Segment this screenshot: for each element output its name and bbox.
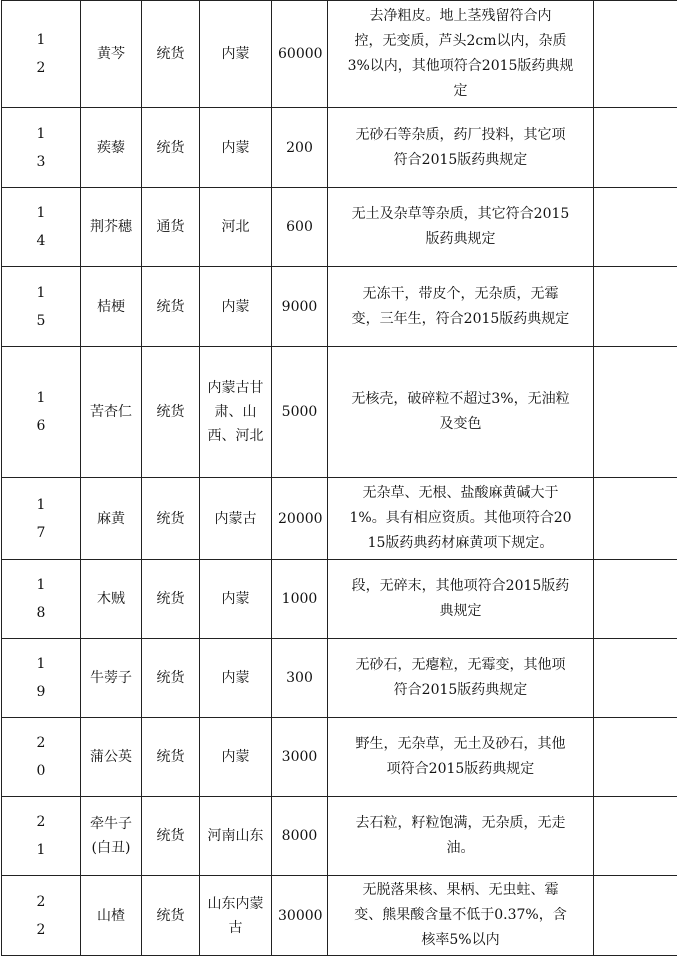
requirement-line: 无砂石，无瘪粒，无霉变，其他项 (355, 657, 566, 673)
row-number-tens: 1 (36, 205, 46, 221)
herb-name-cell: 牵牛子(白丑) (81, 797, 142, 876)
origin-cell: 内蒙古 (200, 478, 272, 560)
requirement-line: 去石粒，籽粒饱满，无杂质，无走 (355, 815, 566, 831)
row-number-units: 7 (36, 524, 46, 541)
remarks-cell (594, 797, 677, 876)
requirement-line: 及变色 (439, 416, 482, 432)
requirement-cell (328, 639, 594, 718)
grade-cell: 统货 (142, 876, 200, 956)
requirement-line: 符合2015版药典规定 (393, 151, 528, 168)
requirement-line: 控，无变质，芦头2cm以内，杂质 (354, 33, 567, 49)
quantity-cell: 30000 (272, 876, 328, 956)
row-number-tens: 1 (36, 496, 46, 513)
grade-cell: 统货 (142, 478, 200, 560)
grade-cell: 统货 (142, 718, 200, 797)
row-number-units: 8 (36, 605, 46, 621)
grade-cell: 统货 (142, 1, 200, 108)
table-row (2, 108, 677, 188)
quantity-cell: 3000 (272, 718, 328, 797)
quantity-cell: 200 (272, 108, 328, 188)
row-number-units: 1 (36, 842, 46, 858)
requirement-line: 去净粗皮。地上茎残留符合内 (369, 8, 552, 24)
remarks-cell (594, 560, 677, 639)
requirement-cell (328, 347, 594, 478)
herb-name-cell: 黄芩 (81, 1, 142, 108)
origin-cell: 河南山东 (200, 797, 272, 876)
requirement-line: 无杂草、无根、盐酸麻黄碱大于 (362, 485, 559, 501)
remarks-cell (594, 347, 677, 478)
requirement-line: 版药典规定 (425, 231, 496, 247)
quantity-cell: 300 (272, 639, 328, 718)
remarks-cell (594, 876, 677, 956)
requirement-line: 无砂石等杂质，药厂投料，其它项 (355, 126, 566, 143)
herb-name-cell: 桔梗 (81, 267, 142, 347)
quantity-cell: 9000 (272, 267, 328, 347)
table-row (2, 267, 677, 347)
row-number-cell (2, 267, 81, 347)
table-row (2, 718, 677, 797)
quantity-cell: 20000 (272, 478, 328, 560)
row-number-tens: 1 (36, 32, 46, 48)
remarks-cell (594, 1, 677, 108)
row-number-cell (2, 347, 81, 478)
requirement-line: 定 (453, 83, 468, 99)
row-number-cell (2, 560, 81, 639)
row-number-cell (2, 478, 81, 560)
origin-cell: 内蒙 (200, 639, 272, 718)
requirement-line: 无脱落果核、果柄、无虫蛀、霉 (362, 882, 559, 898)
requirement-line: 无核壳，破碎粒不超过3%，无油粒 (351, 391, 570, 407)
requirement-line: 符合2015版药典规定 (393, 682, 528, 698)
row-number-tens: 1 (36, 284, 46, 301)
row-number-units: 2 (36, 60, 46, 76)
herb-requirements-table (1, 0, 677, 956)
grade-cell: 统货 (142, 560, 200, 639)
row-number-cell (2, 639, 81, 718)
quantity-cell: 5000 (272, 347, 328, 478)
herb-name-cell: 山楂 (81, 876, 142, 956)
row-number-units: 9 (36, 684, 46, 700)
table-row (2, 876, 677, 956)
remarks-cell (594, 478, 677, 560)
requirement-line: 段，无碎末，其他项符合2015版药 (351, 578, 570, 594)
origin-cell: 内蒙古甘肃、山西、河北 (200, 347, 272, 478)
row-number-cell (2, 718, 81, 797)
requirement-line: 无土及杂草等杂质，其它符合2015 (351, 206, 570, 222)
requirement-cell (328, 108, 594, 188)
row-number-units: 4 (36, 233, 46, 249)
grade-cell: 统货 (142, 108, 200, 188)
row-number-units: 6 (36, 418, 46, 434)
grade-cell: 统货 (142, 347, 200, 478)
row-number-units: 0 (36, 763, 46, 779)
grade-cell: 通货 (142, 188, 200, 267)
table-row (2, 478, 677, 560)
table-row (2, 1, 677, 108)
table-row (2, 560, 677, 639)
requirement-line: 变、熊果酸含量不低于0.37%，含 (354, 907, 567, 923)
remarks-cell (594, 188, 677, 267)
remarks-cell (594, 639, 677, 718)
quantity-cell: 60000 (272, 1, 328, 108)
remarks-cell (594, 108, 677, 188)
requirement-line: 3%以内，其他项符合2015版药典规 (347, 58, 574, 74)
table-row (2, 797, 677, 876)
row-number-cell (2, 108, 81, 188)
origin-cell: 内蒙 (200, 560, 272, 639)
requirement-line: 1%。具有相应资质。其他项符合20 (349, 510, 572, 526)
row-number-tens: 1 (36, 656, 46, 672)
requirement-cell (328, 188, 594, 267)
origin-cell: 内蒙 (200, 108, 272, 188)
origin-cell: 内蒙 (200, 267, 272, 347)
remarks-cell (594, 267, 677, 347)
table-row (2, 639, 677, 718)
requirement-line: 15版药典药材麻黄项下规定。 (367, 535, 554, 551)
requirement-cell (328, 1, 594, 108)
requirement-line: 野生，无杂草，无土及砂石，其他 (355, 736, 566, 752)
quantity-cell: 600 (272, 188, 328, 267)
remarks-cell (594, 718, 677, 797)
row-number-units: 3 (36, 153, 46, 170)
origin-cell: 山东内蒙古 (200, 876, 272, 956)
requirement-cell (328, 560, 594, 639)
row-number-tens: 2 (36, 893, 46, 910)
row-number-cell (2, 876, 81, 956)
row-number-cell (2, 188, 81, 267)
requirement-cell (328, 478, 594, 560)
requirement-line: 典规定 (439, 603, 482, 619)
row-number-tens: 1 (36, 125, 46, 142)
herb-name-cell: 苦杏仁 (81, 347, 142, 478)
requirement-line: 无冻干，带皮个，无杂质，无霉 (362, 285, 559, 302)
origin-cell: 内蒙 (200, 1, 272, 108)
quantity-cell: 1000 (272, 560, 328, 639)
row-number-tens: 2 (36, 814, 46, 830)
quantity-cell: 8000 (272, 797, 328, 876)
table-row (2, 347, 677, 478)
row-number-cell (2, 797, 81, 876)
herb-name-cell: 蒲公英 (81, 718, 142, 797)
requirement-cell (328, 797, 594, 876)
herb-name-cell: 牛蒡子 (81, 639, 142, 718)
row-number-tens: 1 (36, 577, 46, 593)
grade-cell: 统货 (142, 639, 200, 718)
row-number-units: 2 (36, 921, 46, 938)
requirement-line: 变，三年生，符合2015版药典规定 (351, 310, 570, 327)
grade-cell: 统货 (142, 267, 200, 347)
herb-name-cell: 木贼 (81, 560, 142, 639)
grade-cell: 统货 (142, 797, 200, 876)
requirement-line: 油。 (446, 840, 475, 856)
row-number-cell (2, 1, 81, 108)
herb-name-cell: 蒺藜 (81, 108, 142, 188)
herb-name-cell: 麻黄 (81, 478, 142, 560)
row-number-tens: 2 (36, 735, 46, 751)
row-number-tens: 1 (36, 390, 46, 406)
row-number-units: 5 (36, 312, 46, 329)
requirement-line: 项符合2015版药典规定 (386, 761, 535, 777)
requirement-cell (328, 718, 594, 797)
requirement-line: 核率5%以内 (421, 932, 500, 948)
origin-cell: 内蒙 (200, 718, 272, 797)
table-row (2, 188, 677, 267)
herb-name-cell: 荆芥穗 (81, 188, 142, 267)
requirement-cell (328, 876, 594, 956)
origin-cell: 河北 (200, 188, 272, 267)
requirement-cell (328, 267, 594, 347)
